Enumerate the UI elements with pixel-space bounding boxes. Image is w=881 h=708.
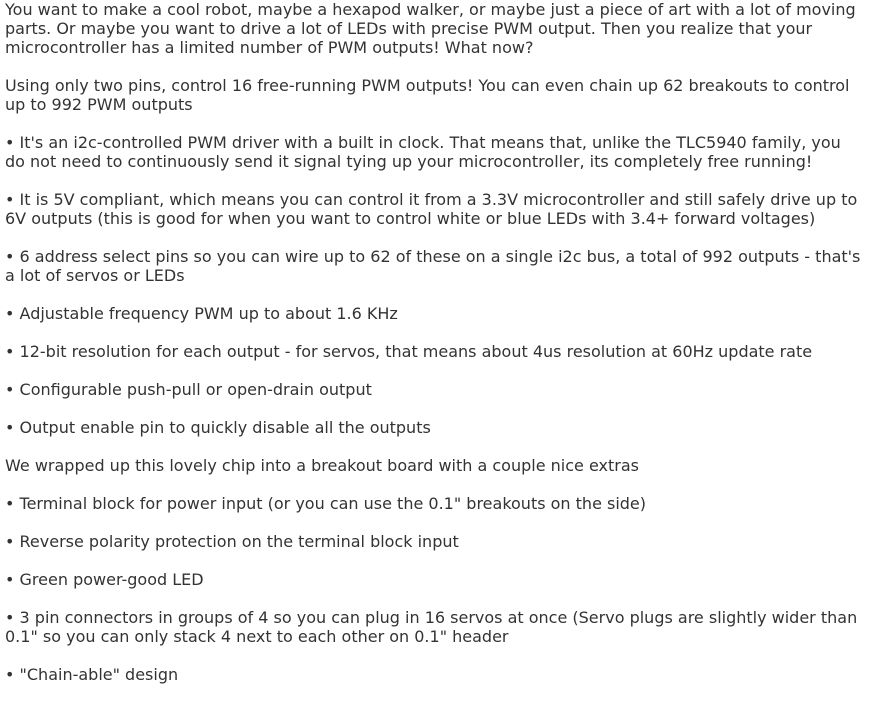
extras-intro-paragraph [5,456,871,475]
text-line: 0.1" so you can only stack 4 next to each other on 0.1" header [5,627,509,646]
text-line: • 6 address select pins so you can wire up to 62 of these on a single i2c bus, a total of 992 outputs - that's [5,247,861,266]
extra-item [5,665,871,684]
text-line: a lot of servos or LEDs [5,266,185,285]
text-line: 6V outputs (this is good for when you want to control white or blue LEDs with 3.4+ forward voltages) [5,209,816,228]
extra-item [5,532,871,551]
text-line: parts. Or maybe you want to drive a lot of LEDs with precise PWM output. Then you realize that your [5,19,813,38]
text-line: • Output enable pin to quickly disable all the outputs [5,418,431,437]
text-line: microcontroller has a limited number of PWM outputs! What now? [5,38,534,57]
feature-item [5,133,871,171]
feature-item [5,418,871,437]
feature-item [5,247,871,285]
text-line: • It is 5V compliant, which means you can control it from a 3.3V microcontroller and still safely drive up to [5,190,858,209]
feature-item [5,304,871,323]
text-line: up to 992 PWM outputs [5,95,193,114]
intro-paragraph [5,0,871,57]
text-line: We wrapped up this lovely chip into a breakout board with a couple nice extras [5,456,639,475]
summary-paragraph [5,76,871,114]
text-line: • Configurable push-pull or open-drain output [5,380,372,399]
extra-item [5,494,871,513]
text-line: • "Chain-able" design [5,665,179,684]
extra-item [5,570,871,589]
text-line: • Reverse polarity protection on the terminal block input [5,532,459,551]
text-line: You want to make a cool robot, maybe a hexapod walker, or maybe just a piece of art with a lot of moving [5,0,856,19]
text-line: • 3 pin connectors in groups of 4 so you can plug in 16 servos at once (Servo plugs are slightly wider than [5,608,858,627]
text-line: do not need to continuously send it signal tying up your microcontroller, its completely free running! [5,152,813,171]
text-line: • Green power-good LED [5,570,204,589]
text-line: Using only two pins, control 16 free-running PWM outputs! You can even chain up 62 breakouts to control [5,76,850,95]
feature-item [5,190,871,228]
text-line: • It's an i2c-controlled PWM driver with a built in clock. That means that, unlike the TLC5940 family, you [5,133,841,152]
feature-item [5,342,871,361]
text-line: • Terminal block for power input (or you can use the 0.1" breakouts on the side) [5,494,647,513]
text-line: • 12-bit resolution for each output - for servos, that means about 4us resolution at 60Hz update rate [5,342,813,361]
text-line: • Adjustable frequency PWM up to about 1.6 KHz [5,304,398,323]
feature-item [5,380,871,399]
extra-item [5,608,871,646]
